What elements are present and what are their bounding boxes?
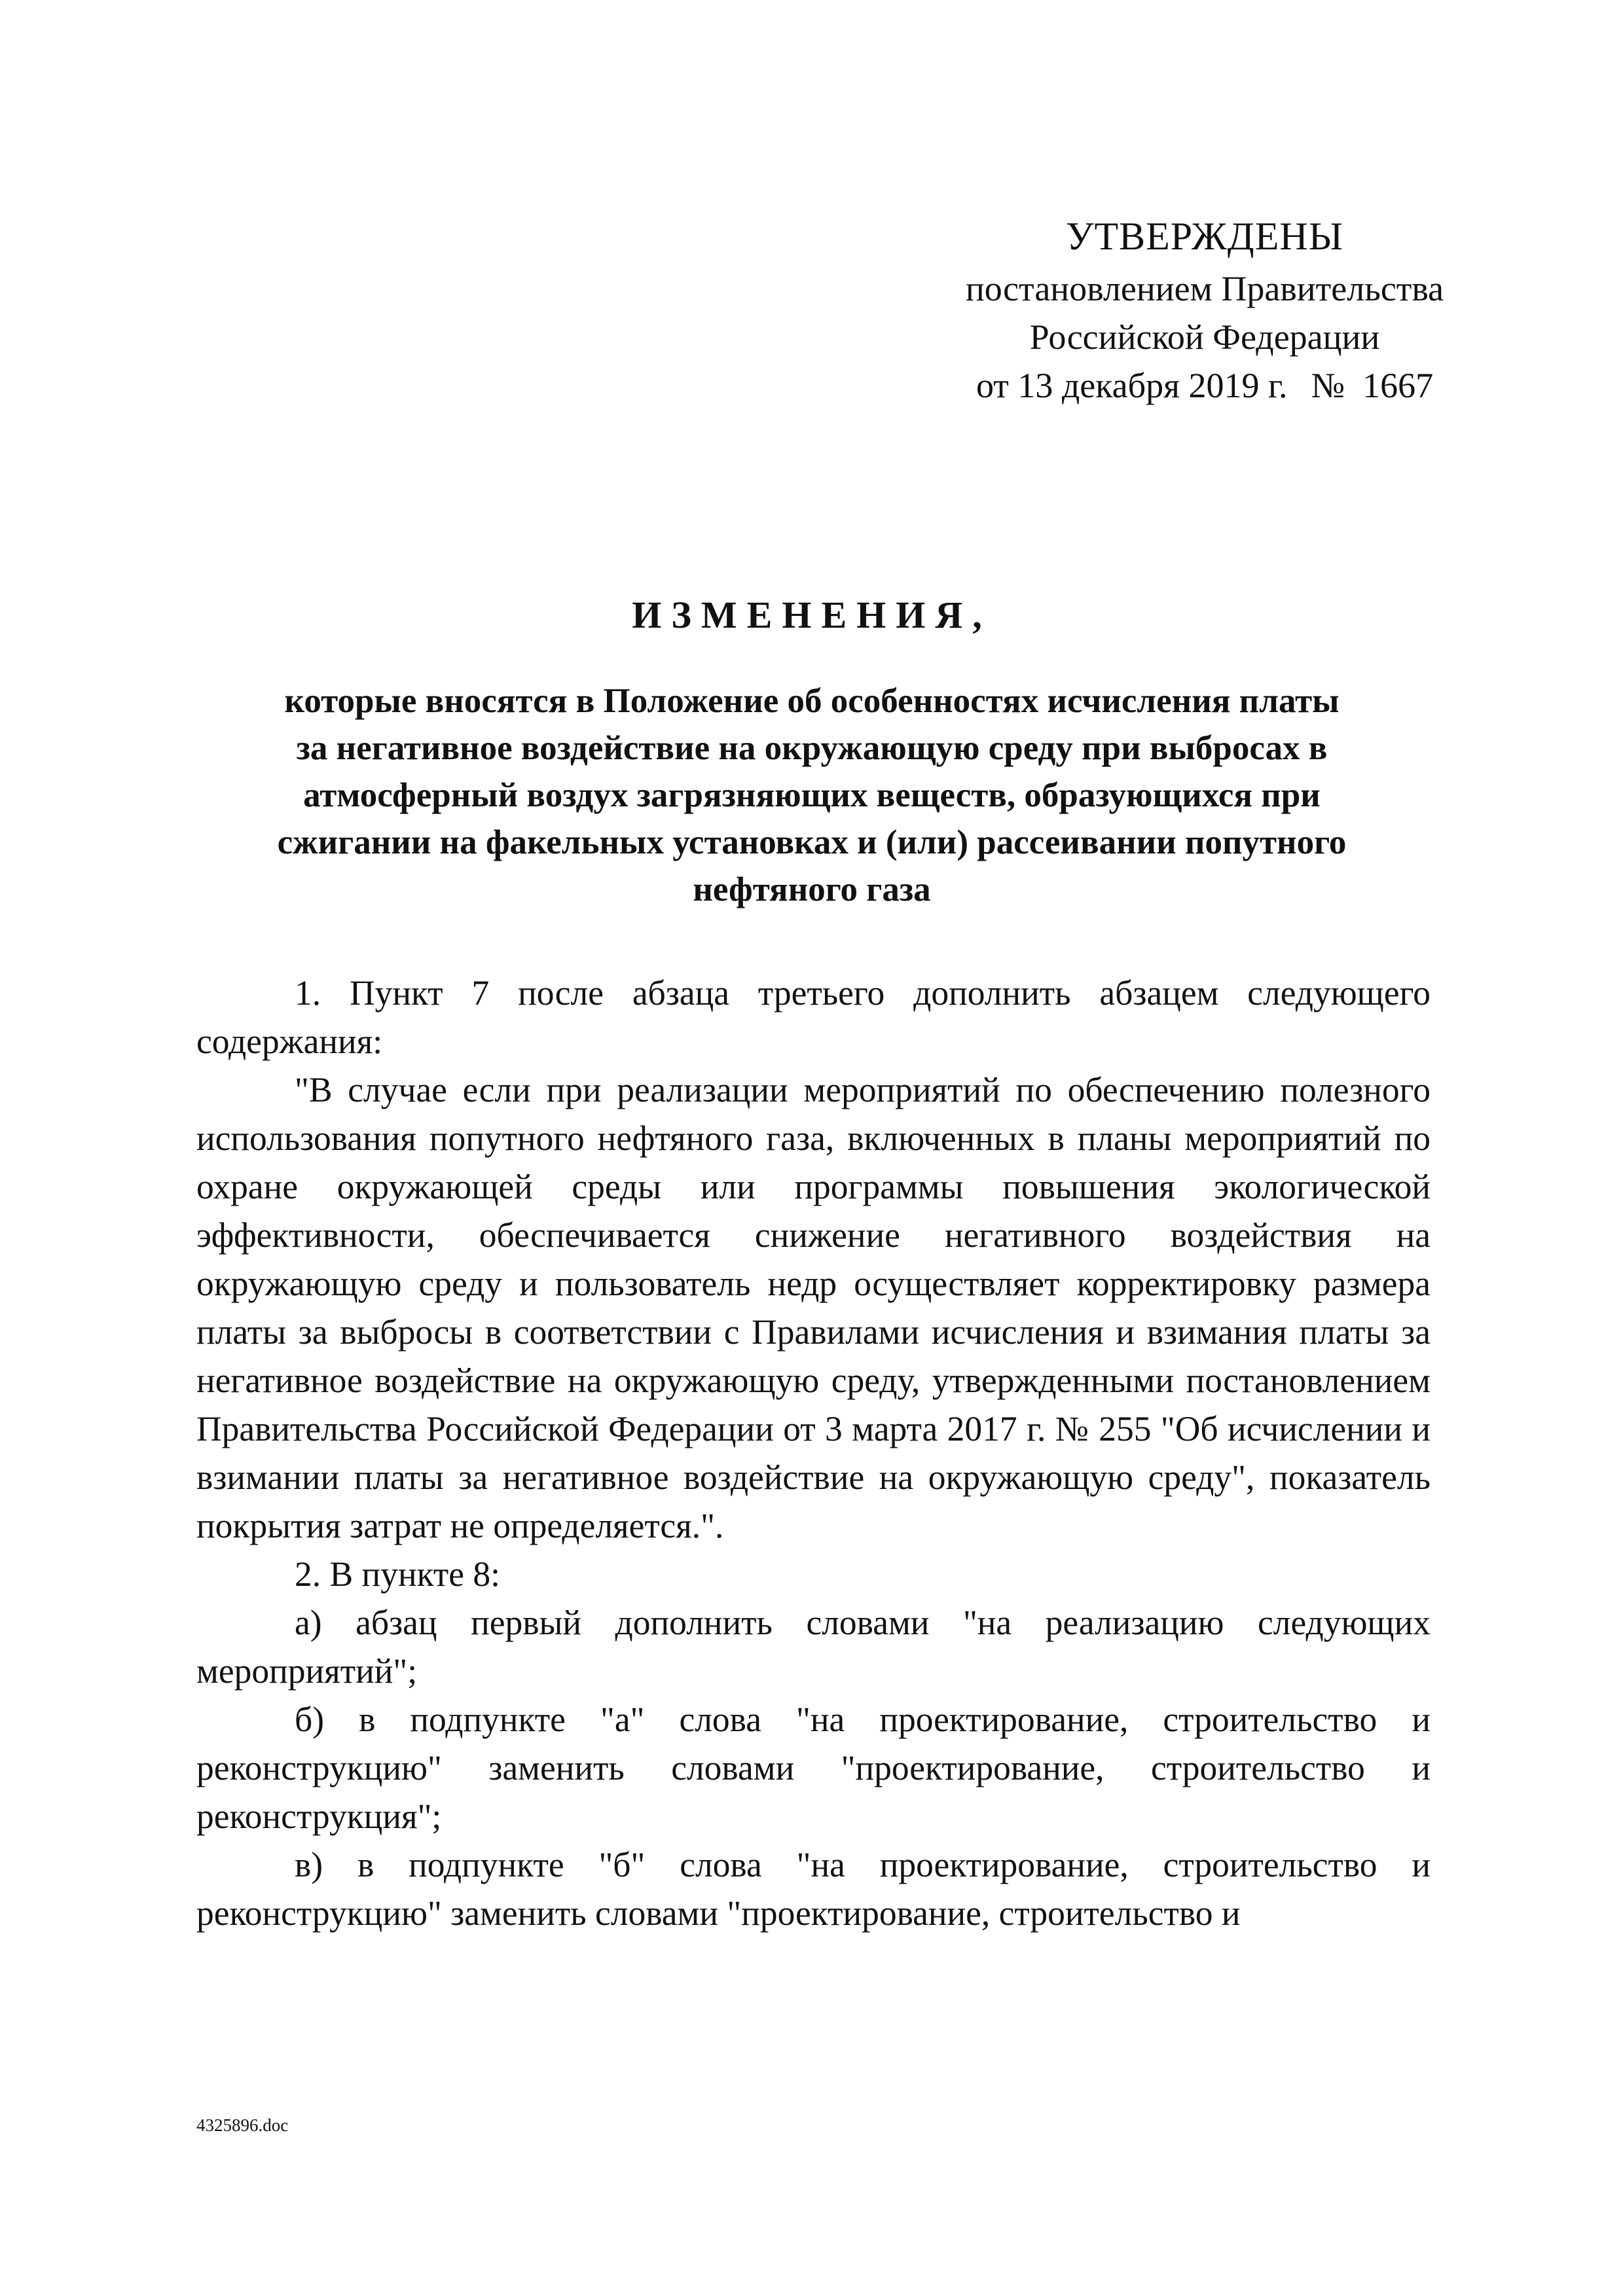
subtitle-line: нефтяного газа xyxy=(693,870,931,908)
subtitle-line: сжигании на факельных установках и (или) рассеивании попутного xyxy=(277,823,1347,861)
paragraph-subitem-v: в) в подпункте "б" слова "на проектирование, строительство и реконструкцию" заменить словами "проектирование, строительство и xyxy=(196,1845,1431,1933)
approval-line-2: Российской Федерации xyxy=(1029,317,1380,357)
paragraph-subitem-a: а) абзац первый дополнить словами "на реализацию следующих мероприятий"; xyxy=(196,1603,1431,1691)
approval-date: от 13 декабря 2019 г. xyxy=(976,366,1288,405)
document-title: ИЗМЕНЕНИЯ, xyxy=(632,594,992,636)
approval-number-sign: № xyxy=(1311,366,1345,405)
paragraph-subitem-b: б) в подпункте "а" слова "на проектирование, строительство и реконструкцию" заменить словами "проектирование, строительство и реконструкция"; xyxy=(196,1700,1431,1836)
footer-doc-code: 4325896.doc xyxy=(196,2115,289,2135)
paragraph-item-1: 1. Пункт 7 после абзаца третьего дополнить абзацем следующего содержания: xyxy=(196,973,1431,1061)
paragraph-quoted-text: "В случае если при реализации мероприятий по обеспечению полезного использования попутного нефтяного газа, включенных в планы мероприятий по охране окружающей среды или программы повышения экологической эффективности, обеспечивается снижение негативного воздействия на окружающую среду и пользователь недр осуществляет корректировку размера платы за выбросы в соответствии с Правилами исчисления и взимания платы за негативное воздействие на окружающую среду, утвержденными постановлением Правительства Российской Федерации от 3 марта 2017 г. № 255 "Об исчислении и взимании платы за негативное воздействие на окружающую среду", показатель покрытия затрат не определяется.". xyxy=(196,1070,1431,1545)
subtitle-line: за негативное воздействие на окружающую среду при выбросах в xyxy=(296,729,1328,767)
approval-number: 1667 xyxy=(1362,366,1434,405)
approval-line-1: постановлением Правительства xyxy=(965,269,1444,308)
document-body xyxy=(196,969,1431,1937)
paragraph-item-2: 2. В пункте 8: xyxy=(295,1554,500,1594)
subtitle-line: атмосферный воздух загрязняющих веществ, образующихся при xyxy=(303,776,1321,814)
approval-date-line xyxy=(871,361,1539,410)
subtitle-line: которые вносятся в Положение об особенностях исчисления платы xyxy=(284,682,1340,720)
document-title-block xyxy=(196,586,1427,913)
document-subtitle xyxy=(196,677,1427,913)
approval-block xyxy=(871,208,1539,410)
approval-heading: УТВЕРЖДЕНЫ xyxy=(1065,215,1344,258)
